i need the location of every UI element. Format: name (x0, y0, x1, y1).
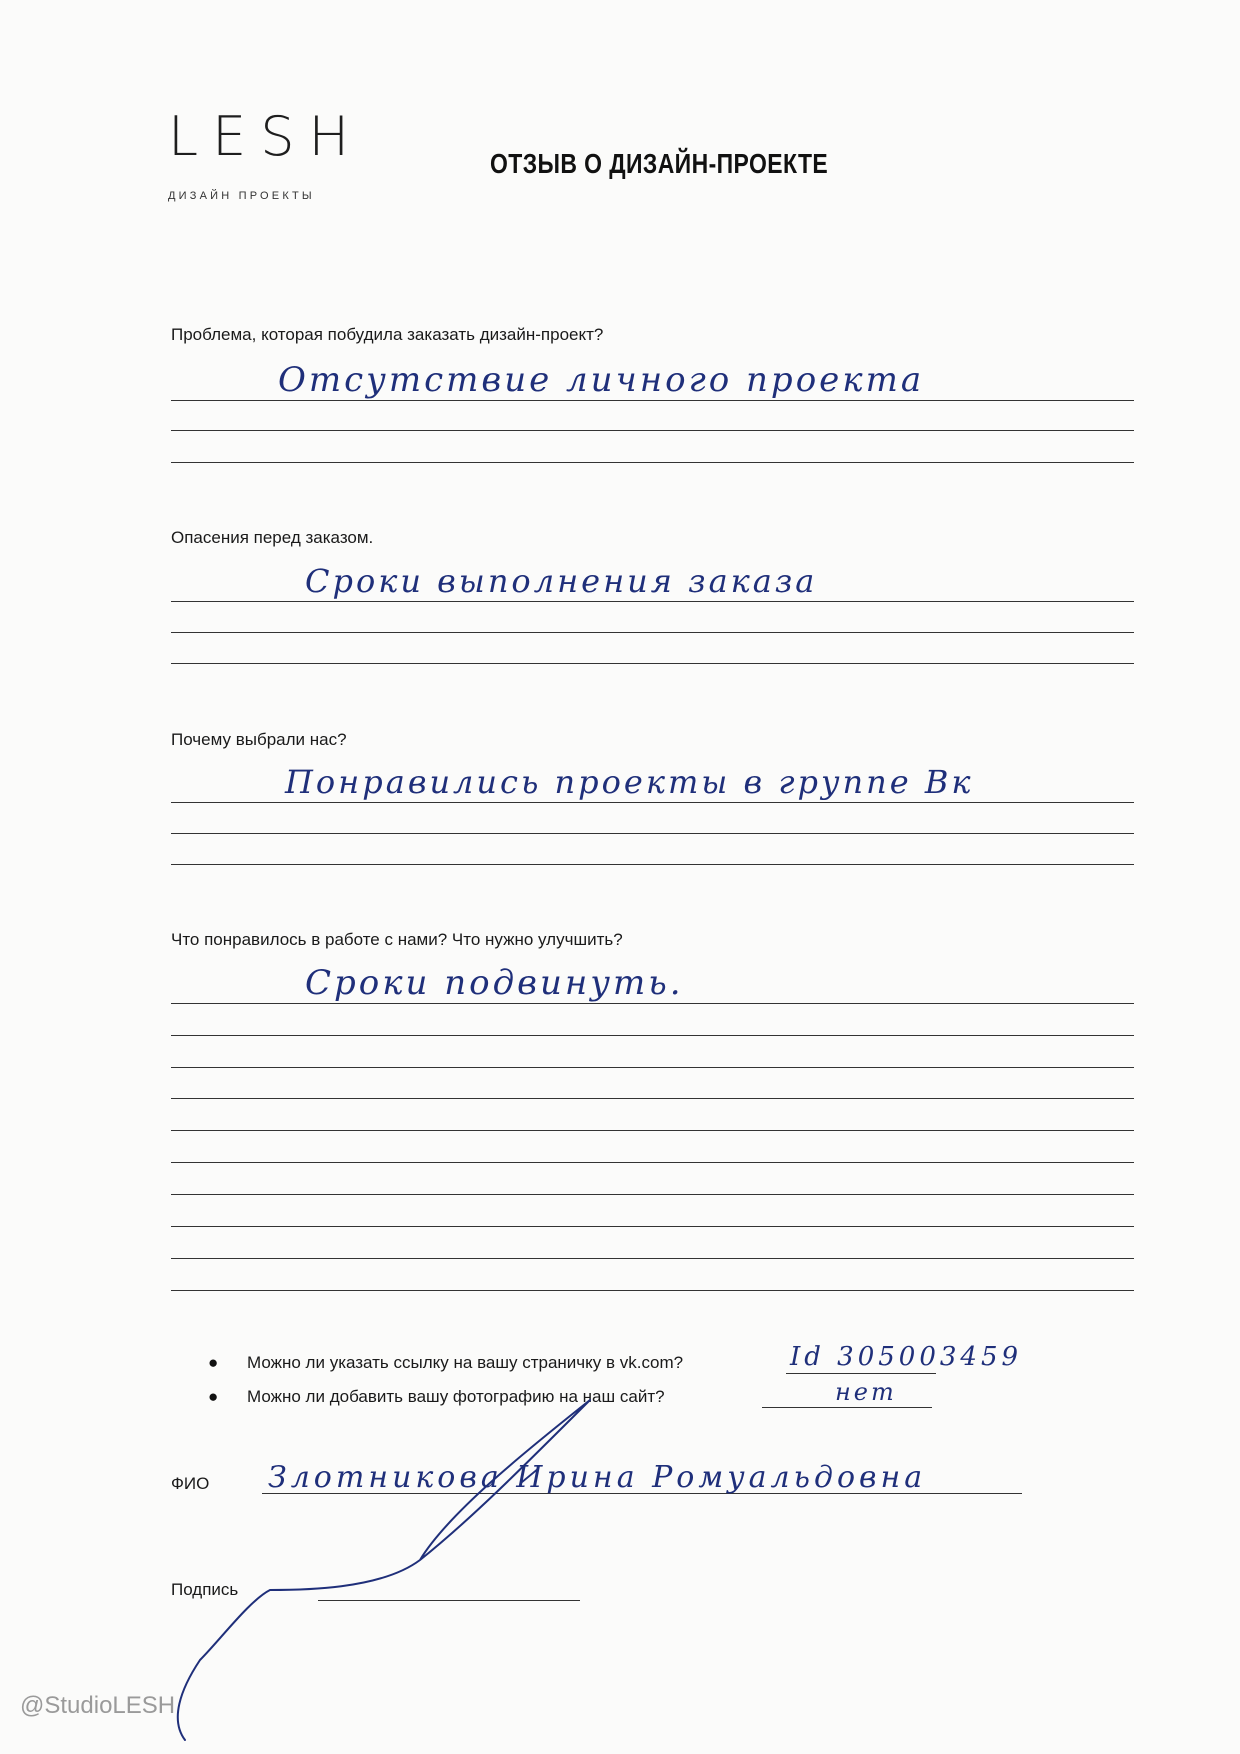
question-3-label: Почему выбрали нас? (171, 730, 347, 749)
question-1-label: Проблема, которая побудила заказать дизайн-проект? (171, 325, 604, 344)
logo-subtitle: ДИЗАЙН ПРОЕКТЫ (168, 190, 315, 202)
question-3-answer: Понравились проекты в группе Вк (285, 763, 974, 801)
photo-question: Можно ли добавить вашу фотографию на наш сайт? (247, 1387, 665, 1406)
bullet-icon: ● (208, 1353, 219, 1372)
name-value: Злотникова Ирина Ромуальдовна (268, 1460, 927, 1495)
photo-answer: нет (835, 1378, 897, 1406)
question-2-answer: Сроки выполнения заказа (305, 562, 818, 600)
bullet-icon: ● (208, 1387, 219, 1406)
question-2-label: Опасения перед заказом. (171, 528, 374, 547)
watermark: @StudioLESH (20, 1692, 176, 1719)
question-4-label: Что понравилось в работе с нами? Что нужно улучшить? (171, 930, 623, 949)
vk-answer: Id 305003459 (790, 1342, 1023, 1372)
name-label: ФИО (171, 1474, 210, 1493)
vk-question: Можно ли указать ссылку на вашу страничку в vk.com? (247, 1353, 684, 1372)
question-1-answer: Отсутствие личного проекта (278, 360, 925, 400)
document-title: ОТЗЫВ О ДИЗАЙН-ПРОЕКТЕ (490, 148, 829, 179)
logo-mark: LESH (168, 105, 364, 168)
question-4-answer: Сроки подвинуть. (305, 963, 684, 1003)
signature-label: Подпись (171, 1580, 239, 1599)
